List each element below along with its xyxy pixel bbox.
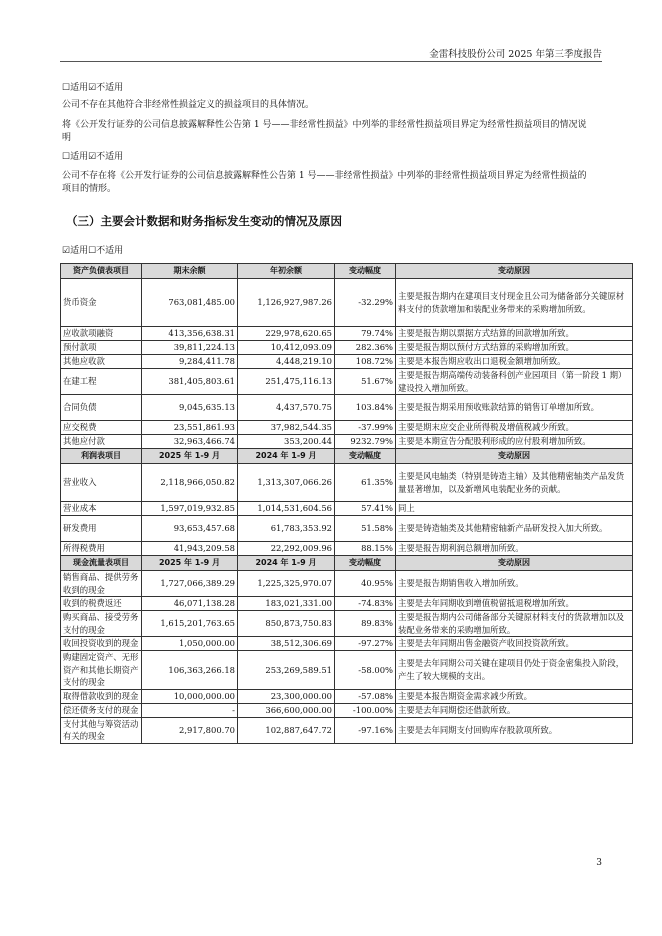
balance-cell-item: 其他应付款	[61, 435, 142, 449]
income-cell-reason: 主要是报告期利润总额增加所致。	[396, 542, 633, 556]
cashflow-cell-reason: 主要是本报告期资金需求减少所致。	[396, 689, 633, 703]
income-cell-reason: 主要是铸造轴类及其他精密轴新产品研发投入加大所致。	[396, 516, 633, 542]
balance-header-row	[61, 264, 633, 279]
income-cell-previous: 1,313,307,066.26	[238, 464, 335, 502]
cashflow-cell-current: -	[142, 703, 238, 717]
table-row	[61, 464, 633, 502]
balance-cell-reason: 主要是报告期采用预收账款结算的销售订单增加所致。	[396, 395, 633, 421]
cashflow-cell-reason: 主要是去年同期公司关键在建项目仍处于资金密集投入阶段，产生了较大规模的支出。	[396, 651, 633, 690]
table-row	[61, 341, 633, 355]
cashflow-cell-change: -58.00%	[335, 651, 396, 690]
balance-cell-reason: 主要是本报告期应收出口退税金额增加所致。	[396, 355, 633, 369]
table-row	[61, 369, 633, 395]
cashflow-cell-item: 购买商品、接受劳务支付的现金	[61, 611, 142, 637]
income-cell-current: 41,943,209.58	[142, 542, 238, 556]
cashflow-cell-previous: 102,887,647.72	[238, 717, 335, 743]
financial-changes-table	[60, 263, 633, 744]
balance-cell-change: 282.36%	[335, 341, 396, 355]
income-header-row	[61, 449, 633, 464]
income-cell-change: 51.58%	[335, 516, 396, 542]
balance-cell-item: 预付款项	[61, 341, 142, 355]
cashflow-cell-item: 收到的税费返还	[61, 597, 142, 611]
section-title: （三）主要会计数据和财务指标发生变动的情况及原因	[66, 214, 342, 228]
table-row	[61, 637, 633, 651]
balance-cell-item: 其他应收款	[61, 355, 142, 369]
table-row	[61, 611, 633, 637]
cashflow-cell-reason: 主要是去年同期收到增值税留抵退税增加所致。	[396, 597, 633, 611]
cashflow-cell-change: -97.16%	[335, 717, 396, 743]
balance-cell-previous: 4,437,570.75	[238, 395, 335, 421]
cashflow-cell-current: 2,917,800.70	[142, 717, 238, 743]
balance-cell-change: -37.99%	[335, 421, 396, 435]
balance-cell-item: 应交税费	[61, 421, 142, 435]
balance-cell-item: 应收款项融资	[61, 327, 142, 341]
cashflow-cell-current: 1,050,000.00	[142, 637, 238, 651]
table-row	[61, 395, 633, 421]
table-row	[61, 597, 633, 611]
cashflow-cell-previous: 23,300,000.00	[238, 689, 335, 703]
income-header-reason: 变动原因	[396, 449, 633, 464]
table-row	[61, 571, 633, 597]
balance-header-item: 资产负债表项目	[61, 264, 142, 279]
balance-cell-previous: 4,448,219.10	[238, 355, 335, 369]
table-row	[61, 327, 633, 341]
cashflow-cell-item: 支付其他与筹资活动有关的现金	[61, 717, 142, 743]
applicability-note-2: ☐适用☑不适用	[62, 152, 124, 162]
header-divider	[60, 61, 602, 62]
cashflow-cell-item: 销售商品、提供劳务收到的现金	[61, 571, 142, 597]
page-number: 3	[596, 858, 602, 868]
income-cell-change: 57.41%	[335, 502, 396, 516]
income-cell-item: 营业收入	[61, 464, 142, 502]
table-row	[61, 516, 633, 542]
table-row	[61, 279, 633, 327]
income-cell-change: 61.35%	[335, 464, 396, 502]
cashflow-cell-previous: 38,512,306.69	[238, 637, 335, 651]
cashflow-header-current: 2025 年 1-9 月	[142, 556, 238, 571]
cashflow-cell-reason: 主要是报告期销售收入增加所致。	[396, 571, 633, 597]
income-header-item: 利润表项目	[61, 449, 142, 464]
cashflow-header-reason: 变动原因	[396, 556, 633, 571]
cashflow-cell-reason: 主要是报告期内公司储备部分关键原材料支付的货款增加以及装配业务带来的采购增加所致。	[396, 611, 633, 637]
balance-header-change: 变动幅度	[335, 264, 396, 279]
cashflow-cell-previous: 183,021,331.00	[238, 597, 335, 611]
balance-cell-reason: 主要是报告期内在建项目支付现金且公司为储备部分关键原材料支付的货款增加和装配业务带来的采购增加所致。	[396, 279, 633, 327]
table-row	[61, 651, 633, 690]
balance-cell-item: 在建工程	[61, 369, 142, 395]
balance-cell-change: 51.67%	[335, 369, 396, 395]
balance-cell-item: 合同负债	[61, 395, 142, 421]
balance-cell-previous: 353,200.44	[238, 435, 335, 449]
cashflow-cell-change: -74.83%	[335, 597, 396, 611]
balance-cell-current: 23,551,861.93	[142, 421, 238, 435]
applicability-note-1: ☐适用☑不适用	[62, 83, 124, 93]
cashflow-cell-current: 106,363,266.18	[142, 651, 238, 690]
balance-cell-change: -32.29%	[335, 279, 396, 327]
table-row	[61, 542, 633, 556]
income-cell-current: 93,653,457.68	[142, 516, 238, 542]
balance-cell-reason: 主要是报告期以预付方式结算的采购增加所致。	[396, 341, 633, 355]
balance-cell-change: 9232.79%	[335, 435, 396, 449]
financial-changes-table-body	[61, 264, 633, 744]
balance-cell-current: 39,811,224.13	[142, 341, 238, 355]
balance-header-current: 期末余额	[142, 264, 238, 279]
income-cell-previous: 61,783,353.92	[238, 516, 335, 542]
income-header-current: 2025 年 1-9 月	[142, 449, 238, 464]
cashflow-cell-change: -97.27%	[335, 637, 396, 651]
cashflow-cell-reason: 主要是去年同期支付回购库存股款项所致。	[396, 717, 633, 743]
balance-cell-current: 32,963,466.74	[142, 435, 238, 449]
cashflow-cell-current: 1,615,201,763.65	[142, 611, 238, 637]
balance-cell-reason: 主要是期末应交企业所得税及增值税减少所致。	[396, 421, 633, 435]
cashflow-cell-change: 89.83%	[335, 611, 396, 637]
income-cell-previous: 1,014,531,604.56	[238, 502, 335, 516]
section-applicability: ☑适用☐不适用	[62, 246, 124, 256]
income-cell-current: 1,597,019,932.85	[142, 502, 238, 516]
balance-cell-reason: 主要是本期宣告分配股利形成的应付股利增加所致。	[396, 435, 633, 449]
no-reclassification-statement: 公司不存在将《公开发行证券的公司信息披露解释性公告第 1 号——非经常性损益》中列举的非经常性损益项目界定为经常性损益的项目的情形。	[62, 171, 587, 194]
report-header-title: 金雷科技股份公司 2025 年第三季度报告	[429, 49, 602, 60]
cashflow-cell-item: 取得借款收到的现金	[61, 689, 142, 703]
cashflow-cell-change: -100.00%	[335, 703, 396, 717]
no-other-items-statement: 公司不存在其他符合非经常性损益定义的损益项目的具体情况。	[62, 100, 315, 110]
balance-cell-current: 381,405,803.61	[142, 369, 238, 395]
cashflow-cell-previous: 253,269,589.51	[238, 651, 335, 690]
cashflow-cell-change: -57.08%	[335, 689, 396, 703]
table-row	[61, 421, 633, 435]
income-cell-reason: 同上	[396, 502, 633, 516]
cashflow-cell-previous: 1,225,325,970.07	[238, 571, 335, 597]
cashflow-header-previous: 2024 年 1-9 月	[238, 556, 335, 571]
income-cell-item: 所得税费用	[61, 542, 142, 556]
balance-cell-previous: 229,978,620.65	[238, 327, 335, 341]
table-row	[61, 689, 633, 703]
cashflow-cell-reason: 主要是去年同期偿还借款所致。	[396, 703, 633, 717]
balance-cell-current: 413,356,638.31	[142, 327, 238, 341]
balance-header-previous: 年初余额	[238, 264, 335, 279]
cashflow-cell-current: 10,000,000.00	[142, 689, 238, 703]
balance-cell-previous: 10,412,093.09	[238, 341, 335, 355]
table-row	[61, 355, 633, 369]
table-row	[61, 435, 633, 449]
table-row	[61, 502, 633, 516]
balance-cell-change: 103.84%	[335, 395, 396, 421]
balance-cell-current: 9,284,411.78	[142, 355, 238, 369]
balance-cell-change: 108.72%	[335, 355, 396, 369]
income-cell-change: 88.15%	[335, 542, 396, 556]
balance-cell-current: 9,045,635.13	[142, 395, 238, 421]
balance-cell-reason: 主要是报告期高端传动装备科创产业园项目（第一阶段 1 期）建设投入增加所致。	[396, 369, 633, 395]
income-header-change: 变动幅度	[335, 449, 396, 464]
income-header-previous: 2024 年 1-9 月	[238, 449, 335, 464]
balance-cell-current: 763,081,485.00	[142, 279, 238, 327]
income-cell-previous: 22,292,009.96	[238, 542, 335, 556]
balance-cell-previous: 1,126,927,987.26	[238, 279, 335, 327]
cashflow-cell-item: 收回投资收到的现金	[61, 637, 142, 651]
cashflow-cell-reason: 主要是去年同期出售金融资产收回投资款所致。	[396, 637, 633, 651]
income-cell-item: 营业成本	[61, 502, 142, 516]
cashflow-cell-current: 1,727,066,389.29	[142, 571, 238, 597]
balance-cell-item: 货币资金	[61, 279, 142, 327]
income-cell-reason: 主要是风电轴类（特别是铸造主轴）及其他精密轴类产品发货量显著增加，以及新增风电装配业务的贡献。	[396, 464, 633, 502]
table-row	[61, 703, 633, 717]
cashflow-cell-item: 偿还债务支付的现金	[61, 703, 142, 717]
cashflow-cell-current: 46,071,138.28	[142, 597, 238, 611]
balance-cell-previous: 251,475,116.13	[238, 369, 335, 395]
reclassification-explanation-heading: 将《公开发行证券的公司信息披露解释性公告第 1 号——非经常性损益》中列举的非经常性损益项目界定为经常性损益项目的情况说明	[62, 120, 587, 143]
cashflow-header-item: 现金流量表项目	[61, 556, 142, 571]
balance-cell-reason: 主要是报告期以票据方式结算的回款增加所致。	[396, 327, 633, 341]
cashflow-cell-item: 购建固定资产、无形资产和其他长期资产支付的现金	[61, 651, 142, 690]
income-cell-item: 研发费用	[61, 516, 142, 542]
income-cell-current: 2,118,966,050.82	[142, 464, 238, 502]
balance-cell-change: 79.74%	[335, 327, 396, 341]
cashflow-cell-change: 40.95%	[335, 571, 396, 597]
table-row	[61, 717, 633, 743]
cashflow-cell-previous: 366,600,000.00	[238, 703, 335, 717]
cashflow-header-row	[61, 556, 633, 571]
cashflow-header-change: 变动幅度	[335, 556, 396, 571]
balance-header-reason: 变动原因	[396, 264, 633, 279]
cashflow-cell-previous: 850,873,750.83	[238, 611, 335, 637]
balance-cell-previous: 37,982,544.35	[238, 421, 335, 435]
